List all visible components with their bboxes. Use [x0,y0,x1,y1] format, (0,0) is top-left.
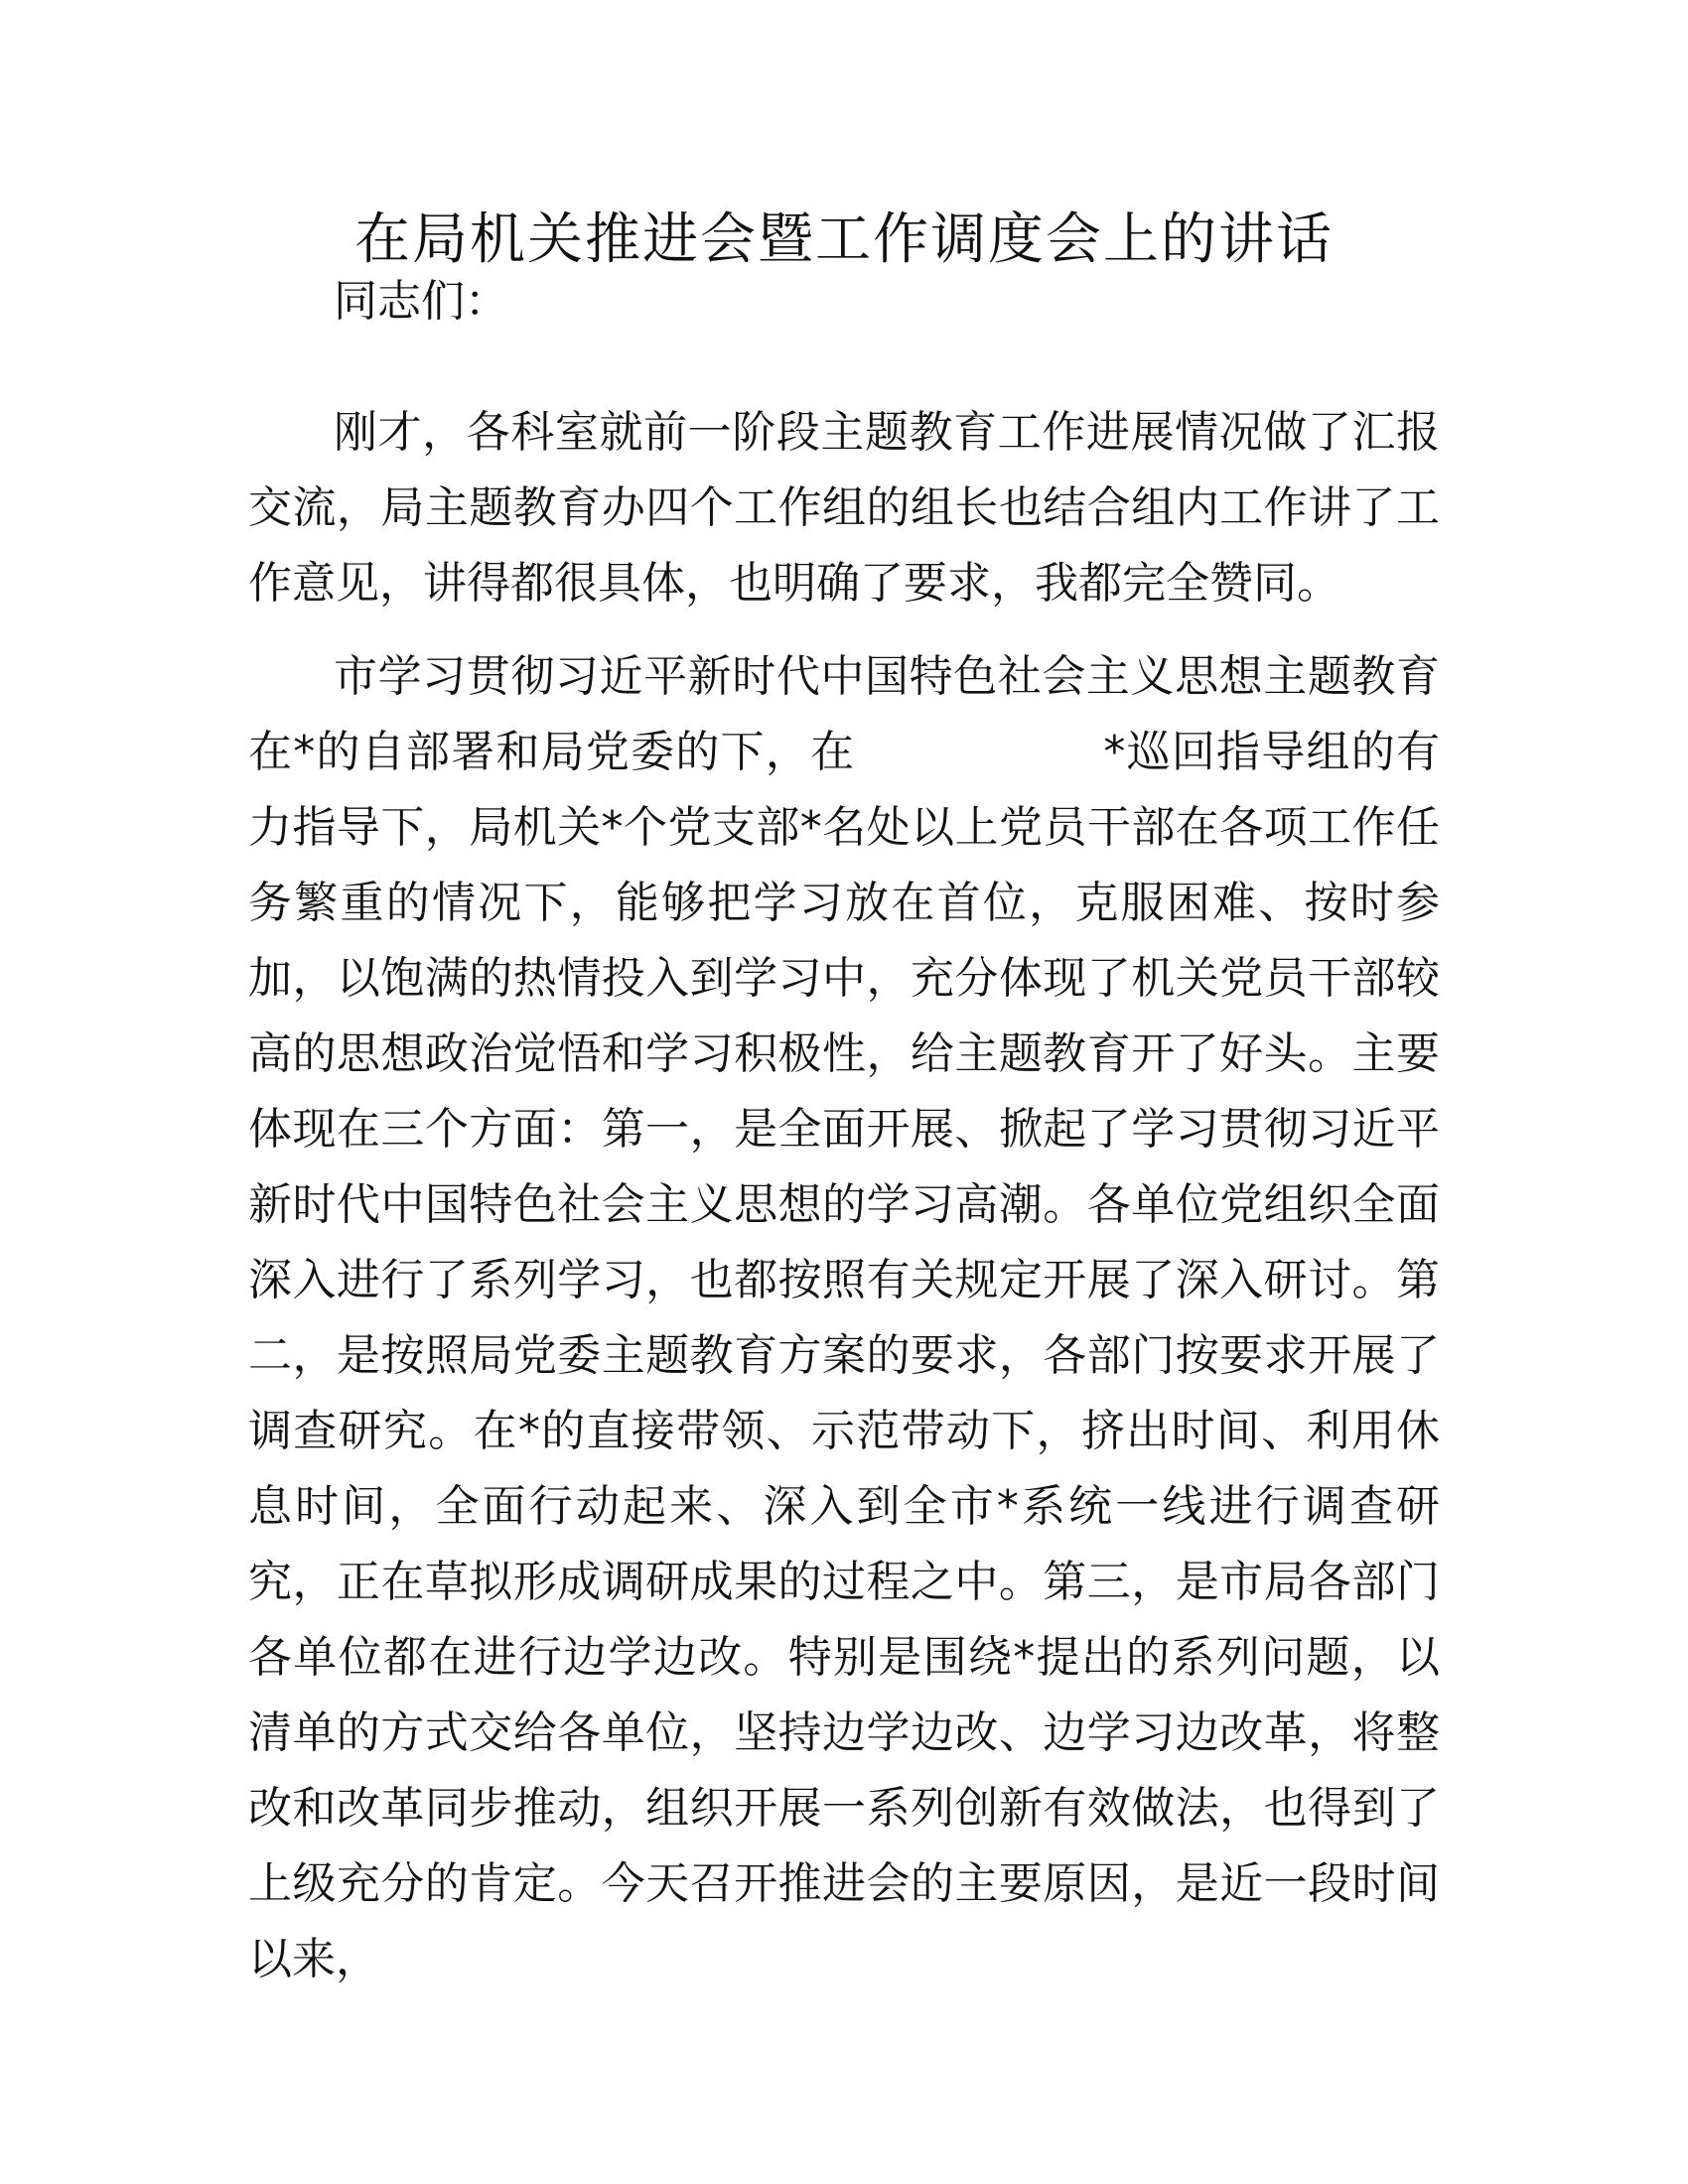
paragraph-1: 刚才，各科室就前一阶段主题教育工作进展情况做了汇报交流，局主题教育办四个工作组的组长也结合组内工作讲了工作意见，讲得都很具体，也明确了要求，我都完全赞同。 [248,407,1440,609]
paragraph-2 [248,639,1440,1997]
paragraph-2-rest: *巡回指导组的有力指导下，局机关*个党支部*名处以上党员干部在各项工作任务繁重的情况下，能够把学习放在首位，克服困难、按时参加，以饱满的热情投入到学习中，充分体现了机关党员干部较高的思想政治觉悟和学习积极性，给主题教育开了好头。主要体现在三个方面：第一，是全面开展、掀起了学习贯彻习近平新时代中国特色社会主义思想的学习高潮。各单位党组织全面深入进行了系列学习，也都按照有关规定开展了深入研讨。第二，是按照局党委主题教育方案的要求，各部门按要求开展了调查研究。在*的直接带领、示范带动下，挤出时间、利用休息时间，全面行动起来、深入到全市*系统一线进行调查研究，正在草拟形成调研成果的过程之中。第三，是市局各部门各单位都在进行边学边改。特别是围绕*提出的系列问题，以清单的方式交给各单位，坚持边学边改、边学习边改革，将整改和改革同步推动，组织开展一系列创新有效做法，也得到了上级充分的肯定。今天召开推进会的主要原因，是近一段时间以来， [248,727,1441,1984]
greeting: 同志们： [334,276,508,327]
page-title: 在局机关推进会暨工作调度会上的讲话 [354,207,1334,272]
paragraph-2-start: 市学习贯彻习近平新时代中国特色社会主义思想主题教育在*的自部署和局党委的下，在 [248,651,1440,777]
